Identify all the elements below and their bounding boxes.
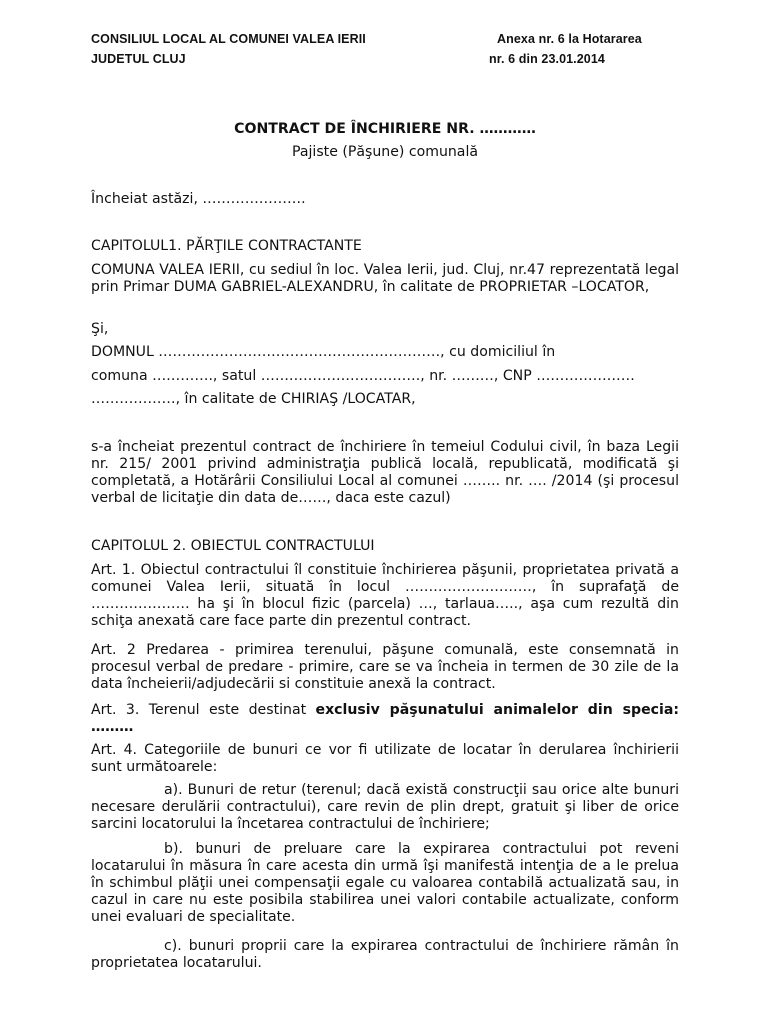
- contract-title: CONTRACT DE ÎNCHIRIERE NR. …………: [234, 121, 536, 137]
- art2-text: Art. 2 Predarea - primirea terenului, păşune comunală, este consemnată in procesul verbal de predare - primire, care se va încheia in termen de 30 zile de la data încheierii/adjudecării si constituie anexă la contract.: [91, 642, 679, 692]
- art4-text: Art. 4. Categoriile de bunuri ce vor fi utilizate de locatar în derularea închirierii sunt următoarele:: [91, 742, 679, 775]
- party1-text: COMUNA VALEA IERII, cu sediul în loc. Valea Ierii, jud. Cluj, nr.47 reprezentată legal prin Primar DUMA GABRIEL-ALEXANDRU, în calitate de PROPRIETAR –LOCATOR,: [91, 262, 679, 295]
- legal-basis: s-a încheiat prezentul contract de închiriere în temeiul Codului civil, în baza Legii nr. 215/ 2001 privind administraţia publică locală, republicată, modificată şi completată, a Hotărârii Consiliului Local al comunei …….. nr. …. /2014 (şi procesul verbal de licitaţie din data de……, daca este cazul): [91, 439, 679, 506]
- chapter2-heading: CAPITOLUL 2. OBIECTUL CONTRACTULUI: [91, 538, 375, 554]
- contract-subtitle: Pajiste (Păşune) comunală: [292, 144, 478, 160]
- item-b: b). bunuri de preluare care la expirarea contractului pot reveni locatarului în măsura în care acesta din urmă îşi manifestă intenţia de a le prelua în schimbul plăţii unei compensaţii egale cu valoarea contabilă actualizată sau, in cazul in care nu este posibila stabilirea unei valori contabile actualizate, conform unei evaluari de specialitate.: [91, 841, 679, 925]
- party2-line2: comuna …………., satul ……………………………., nr. ………, CNP …………………: [91, 368, 635, 384]
- intro-date: Încheiat astăzi, ………………….: [91, 191, 306, 207]
- header-annex: Anexa nr. 6 la Hotararea: [497, 32, 642, 46]
- item-c: c). bunuri proprii care la expirarea contractului de închiriere rămân în proprietatea locatarului.: [91, 938, 679, 971]
- and-text: Şi,: [91, 321, 109, 337]
- header-county: JUDETUL CLUJ: [91, 52, 186, 66]
- item-a: a). Bunuri de retur (terenul; dacă există construcţii sau orice alte bunuri necesare derulării contractului), care revin de plin drept, gratuit şi liber de orice sarcini locatorului la încetarea contractului de închiriere;: [91, 782, 679, 832]
- art1-text: Art. 1. Obiectul contractului îl constituie închirierea păşunii, proprietatea privată a comunei Valea Ierii, situată în locul ………………………, în suprafaţă de ………………… ha şi în blocul fizic (parcela) …, tarlaua….., aşa cum rezultă din schiţa anexată care face parte din prezentul contract.: [91, 562, 679, 629]
- header-decision: nr. 6 din 23.01.2014: [489, 52, 605, 66]
- chapter1-heading: CAPITOLUL1. PĂRŢILE CONTRACTANTE: [91, 238, 362, 254]
- party2-line3: ………………, în calitate de CHIRIAŞ /LOCATAR,: [91, 391, 416, 407]
- header-council: CONSILIUL LOCAL AL COMUNEI VALEA IERII: [91, 32, 366, 46]
- party2-line1: DOMNUL ……………………………………………………, cu domiciliul în: [91, 344, 556, 360]
- art3-text: Art. 3. Terenul este destinat exclusiv păşunatului animalelor din specia: ………: [91, 702, 679, 735]
